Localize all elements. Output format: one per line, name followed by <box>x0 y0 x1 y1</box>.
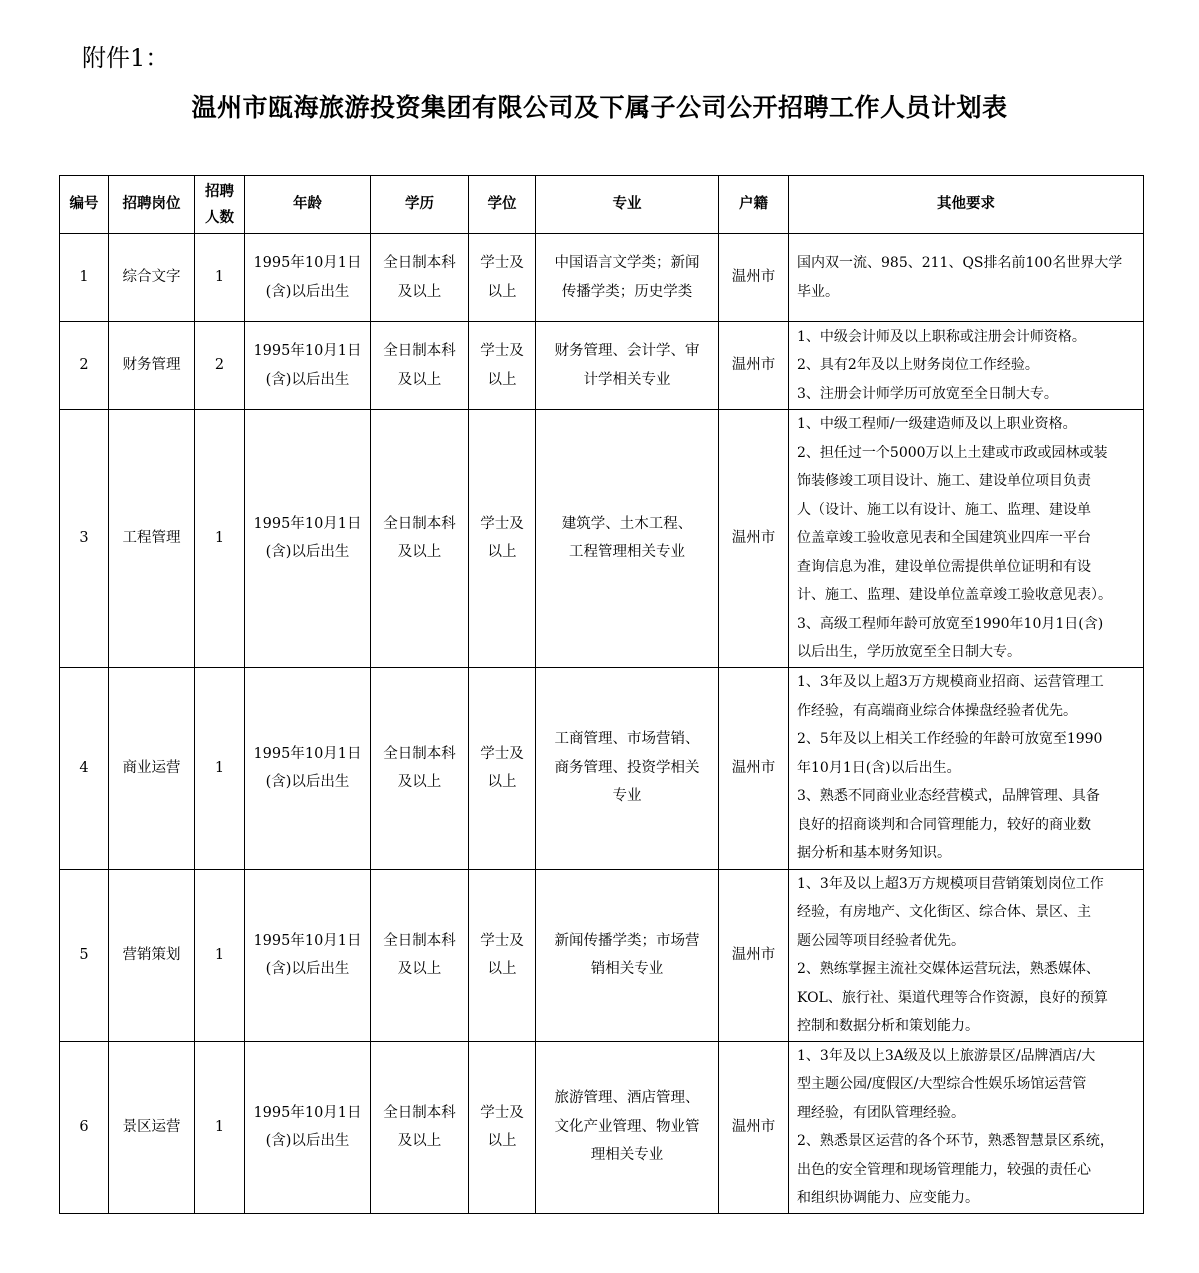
cell-age-line: 1995年10月1日 <box>253 515 362 532</box>
cell-major <box>536 1041 719 1213</box>
cell-count: 1 <box>195 410 245 668</box>
header-degree: 学位 <box>469 176 536 234</box>
cell-position: 财务管理 <box>109 322 195 410</box>
cell-other-requirements-line: 国内双一流、985、211、QS排名前100名世界大学 <box>797 255 1123 271</box>
cell-other-requirements-line: 2、熟练掌握主流社交媒体运营玩法，熟悉媒体、 <box>797 961 1100 977</box>
cell-position: 综合文字 <box>109 234 195 322</box>
cell-position: 营销策划 <box>109 869 195 1041</box>
cell-other-requirements-line: 和组织协调能力、应变能力。 <box>797 1190 979 1206</box>
header-major: 专业 <box>536 176 719 234</box>
cell-count: 1 <box>195 667 245 869</box>
cell-age-line: (含)以后出生 <box>265 961 350 977</box>
cell-education-line: 全日制本科 <box>383 1104 456 1121</box>
cell-major-line: 新闻传播学类；市场营 <box>554 932 700 949</box>
cell-other-requirements-line: 2、具有2年及以上财务岗位工作经验。 <box>797 357 1039 374</box>
cell-degree-line: 学士及 <box>480 745 524 762</box>
header-count-line: 人数 <box>205 208 234 226</box>
cell-degree <box>469 667 536 869</box>
cell-age-line: 1995年10月1日 <box>253 343 362 359</box>
cell-age-line: 1995年10月1日 <box>253 1104 362 1121</box>
cell-degree <box>469 234 536 322</box>
header-age: 年龄 <box>245 176 371 234</box>
cell-other-requirements-line: KOL、旅行社、渠道代理等合作资源，良好的预算 <box>797 989 1108 1006</box>
cell-other-requirements-line: 3、高级工程师年龄可放宽至1990年10月1日(含) <box>797 615 1104 632</box>
cell-degree <box>469 869 536 1041</box>
cell-count: 2 <box>195 322 245 410</box>
cell-age <box>245 322 371 410</box>
cell-other-requirements-line: 题公园等项目经验者优先。 <box>797 932 965 949</box>
table-row <box>60 1041 1144 1213</box>
cell-no: 6 <box>60 1041 109 1213</box>
cell-education-line: 全日制本科 <box>383 932 456 949</box>
cell-age <box>245 1041 371 1213</box>
cell-major-line: 旅游管理、酒店管理、 <box>554 1090 700 1107</box>
cell-position: 商业运营 <box>109 667 195 869</box>
cell-education-line: 及以上 <box>397 1133 442 1149</box>
cell-other-requirements-line: 3、注册会计师学历可放宽至全日制大专。 <box>797 385 1058 402</box>
cell-other-requirements <box>789 667 1144 869</box>
cell-household: 温州市 <box>719 869 789 1041</box>
cell-education <box>371 322 469 410</box>
cell-other-requirements <box>789 322 1144 410</box>
cell-other-requirements <box>789 1041 1144 1213</box>
cell-degree <box>469 410 536 668</box>
cell-other-requirements-line: 2、担任过一个5000万以上土建或市政或园林或装 <box>797 444 1108 461</box>
cell-degree-line: 学士及 <box>480 932 524 949</box>
cell-other-requirements-line: 计、施工、监理、建设单位盖章竣工验收意见表）。 <box>797 587 1112 603</box>
cell-count: 1 <box>195 869 245 1041</box>
cell-age-line: (含)以后出生 <box>265 774 350 790</box>
cell-other-requirements <box>789 234 1144 322</box>
table-row <box>60 234 1144 322</box>
cell-degree-line: 以上 <box>487 371 517 388</box>
cell-major <box>536 667 719 869</box>
header-other: 其他要求 <box>789 176 1144 234</box>
cell-degree-line: 以上 <box>487 544 517 561</box>
cell-age-line: (含)以后出生 <box>265 1133 350 1149</box>
cell-degree-line: 以上 <box>487 283 517 300</box>
table-body <box>60 234 1144 1214</box>
cell-other-requirements-line: 位盖章竣工验收意见表和全国建筑业四库一平台 <box>797 530 1091 546</box>
cell-other-requirements-line: 饰装修竣工项目设计、施工、建设单位项目负责 <box>797 473 1091 489</box>
header-count <box>195 176 245 234</box>
cell-age <box>245 234 371 322</box>
cell-age-line: 1995年10月1日 <box>253 932 362 949</box>
cell-other-requirements-line: 理经验，有团队管理经验。 <box>797 1104 965 1121</box>
cell-education-line: 及以上 <box>397 961 442 977</box>
cell-age-line: 1995年10月1日 <box>253 255 362 271</box>
cell-education-line: 及以上 <box>397 283 442 300</box>
cell-major-line: 计学相关专业 <box>583 371 671 388</box>
cell-other-requirements-line: 1、3年及以上3A级及以上旅游景区/品牌酒店/大 <box>797 1047 1096 1064</box>
header-position: 招聘岗位 <box>109 176 195 234</box>
header-row <box>60 176 1144 234</box>
cell-other-requirements-line: 人（设计、施工以有设计、施工、监理、建设单 <box>797 501 1091 518</box>
cell-major-line: 文化产业管理、物业管 <box>554 1118 700 1135</box>
cell-household: 温州市 <box>719 667 789 869</box>
cell-age <box>245 869 371 1041</box>
cell-other-requirements <box>789 869 1144 1041</box>
cell-no: 2 <box>60 322 109 410</box>
table-row <box>60 667 1144 869</box>
cell-other-requirements <box>789 410 1144 668</box>
cell-other-requirements-line: 型主题公园/度假区/大型综合性娱乐场馆运营管 <box>797 1076 1087 1092</box>
cell-degree-line: 以上 <box>487 961 517 977</box>
cell-household: 温州市 <box>719 322 789 410</box>
cell-no: 5 <box>60 869 109 1041</box>
cell-age <box>245 410 371 668</box>
attachment-label: 附件1： <box>82 44 170 72</box>
cell-education-line: 及以上 <box>397 371 442 388</box>
cell-degree-line: 学士及 <box>480 1104 524 1121</box>
cell-other-requirements-line: 毕业。 <box>797 283 839 300</box>
cell-degree <box>469 322 536 410</box>
cell-education-line: 及以上 <box>397 544 442 561</box>
cell-age-line: (含)以后出生 <box>265 283 350 300</box>
cell-education <box>371 410 469 668</box>
cell-education <box>371 234 469 322</box>
table-row <box>60 322 1144 410</box>
cell-other-requirements-line: 以后出生，学历放宽至全日制大专。 <box>797 644 1021 660</box>
cell-degree <box>469 1041 536 1213</box>
cell-major <box>536 234 719 322</box>
cell-household: 温州市 <box>719 234 789 322</box>
cell-education-line: 全日制本科 <box>383 745 456 762</box>
table-row <box>60 410 1144 668</box>
cell-other-requirements-line: 查询信息为准，建设单位需提供单位证明和有设 <box>797 558 1091 575</box>
cell-major-line: 传播学类；历史学类 <box>561 283 693 300</box>
cell-major <box>536 322 719 410</box>
cell-education <box>371 667 469 869</box>
cell-other-requirements-line: 经验，有房地产、文化街区、综合体、景区、主 <box>797 904 1091 920</box>
cell-education <box>371 1041 469 1213</box>
cell-other-requirements-line: 1、中级会计师及以上职称或注册会计师资格。 <box>797 328 1086 345</box>
cell-household: 温州市 <box>719 1041 789 1213</box>
cell-major-line: 工程管理相关专业 <box>569 544 685 561</box>
cell-major-line: 建筑学、土木工程、 <box>561 515 693 532</box>
cell-degree-line: 学士及 <box>480 343 524 359</box>
cell-major-line: 工商管理、市场营销、 <box>554 731 700 748</box>
cell-major-line: 销相关专业 <box>590 961 664 977</box>
cell-major <box>536 869 719 1041</box>
cell-no: 1 <box>60 234 109 322</box>
cell-age <box>245 667 371 869</box>
cell-degree-line: 以上 <box>487 1133 517 1149</box>
header-no: 编号 <box>60 176 109 234</box>
cell-count: 1 <box>195 1041 245 1213</box>
recruitment-plan-table <box>59 175 1144 1214</box>
cell-other-requirements-line: 据分析和基本财务知识。 <box>797 845 951 862</box>
table-row <box>60 869 1144 1041</box>
cell-other-requirements-line: 良好的招商谈判和合同管理能力，较好的商业数 <box>797 816 1091 833</box>
cell-major-line: 专业 <box>612 788 642 805</box>
cell-other-requirements-line: 作经验，有高端商业综合体操盘经验者优先。 <box>797 702 1077 719</box>
cell-education-line: 全日制本科 <box>383 343 456 359</box>
cell-other-requirements-line: 3、熟悉不同商业业态经营模式，品牌管理、具备 <box>797 788 1100 805</box>
cell-education-line: 全日制本科 <box>383 515 456 532</box>
cell-other-requirements-line: 1、3年及以上超3万方规模项目营销策划岗位工作 <box>797 875 1104 892</box>
cell-other-requirements-line: 1、中级工程师/一级建造师及以上职业资格。 <box>797 416 1077 432</box>
cell-age-line: (含)以后出生 <box>265 371 350 388</box>
cell-position: 工程管理 <box>109 410 195 668</box>
cell-other-requirements-line: 年10月1日(含)以后出生。 <box>797 759 961 776</box>
cell-major-line: 财务管理、会计学、审 <box>554 343 700 359</box>
cell-major-line: 中国语言文学类；新闻 <box>554 255 700 271</box>
header-education: 学历 <box>371 176 469 234</box>
cell-education-line: 及以上 <box>397 774 442 790</box>
cell-no: 3 <box>60 410 109 668</box>
cell-other-requirements-line: 控制和数据分析和策划能力。 <box>797 1018 979 1034</box>
document-title: 温州市瓯海旅游投资集团有限公司及下属子公司公开招聘工作人员计划表 <box>191 93 1008 122</box>
cell-degree-line: 学士及 <box>480 515 524 532</box>
cell-degree-line: 学士及 <box>480 255 524 271</box>
cell-age-line: (含)以后出生 <box>265 544 350 561</box>
cell-degree-line: 以上 <box>487 774 517 790</box>
header-count-line: 招聘 <box>205 182 234 200</box>
cell-education-line: 全日制本科 <box>383 255 456 271</box>
cell-other-requirements-line: 1、3年及以上超3万方规模商业招商、运营管理工 <box>797 674 1104 691</box>
cell-major-line: 商务管理、投资学相关 <box>554 759 700 776</box>
cell-count: 1 <box>195 234 245 322</box>
header-household: 户籍 <box>719 176 789 234</box>
cell-major-line: 理相关专业 <box>590 1147 664 1164</box>
cell-other-requirements-line: 2、熟悉景区运营的各个环节，熟悉智慧景区系统， <box>797 1133 1114 1149</box>
cell-age-line: 1995年10月1日 <box>253 745 362 762</box>
cell-position: 景区运营 <box>109 1041 195 1213</box>
cell-household: 温州市 <box>719 410 789 668</box>
cell-other-requirements-line: 2、5年及以上相关工作经验的年龄可放宽至1990 <box>797 731 1103 748</box>
cell-other-requirements-line: 出色的安全管理和现场管理能力，较强的责任心 <box>797 1161 1091 1178</box>
cell-education <box>371 869 469 1041</box>
cell-no: 4 <box>60 667 109 869</box>
cell-major <box>536 410 719 668</box>
